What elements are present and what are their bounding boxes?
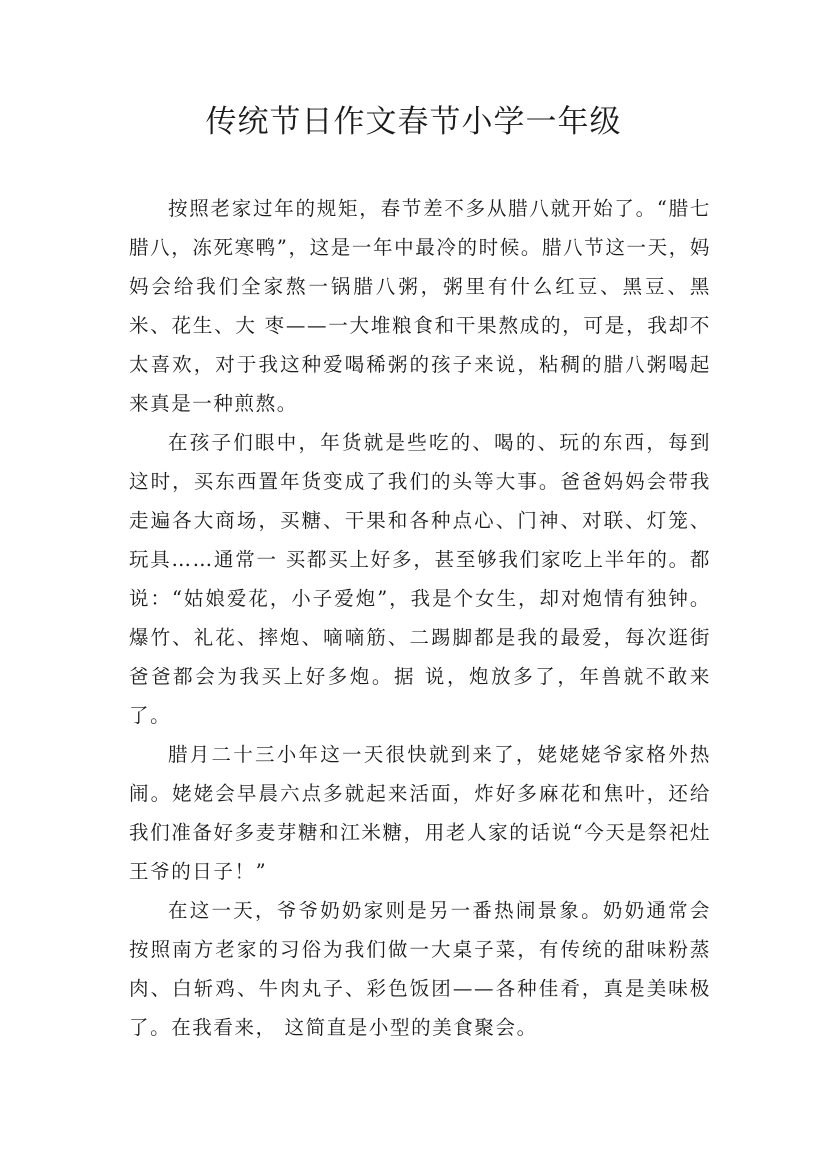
paragraph-3: 腊月二十三小年这一天很快就到来了，姥姥姥爷家格外热闹。姥姥会早晨六点多就起来活面，炸好多麻花和焦叶，还给我们准备好多麦芽糖和江米糖，用老人家的话说“今天是祭祀灶王爷的日子！” bbox=[129, 743, 711, 883]
paragraph-1: 按照老家过年的规矩，春节差不多从腊八就开始了。“腊七腊八，冻死寒鸭”，这是一年中最冷的时候。腊八节这一天，妈妈会给我们全家熬一锅腊八粥，粥里有什么红豆、黑豆、黑米、花生、大 枣——一大堆粮食和干果熬成的，可是，我却不太喜欢，对于我这种爱喝稀粥的孩子来说，粘稠的腊八粥喝起来真是一种煎熬。 bbox=[129, 197, 711, 415]
paragraph-4: 在这一天，爷爷奶奶家则是另一番热闹景象。奶奶通常会按照南方老家的习俗为我们做一大桌子菜，有传统的甜味粉蒸肉、白斩鸡、牛肉丸子、彩色饭团——各种佳肴，真是美味极了。在我看来， 这简直是小型的美食聚会。 bbox=[129, 899, 711, 1039]
paragraph-2: 在孩子们眼中，年货就是些吃的、喝的、玩的东西，每到这时，买东西置年货变成了我们的头等大事。爸爸妈妈会带我走遍各大商场，买糖、干果和各种点心、门神、对联、灯笼、玩具……通常一 买都买上好多，甚至够我们家吃上半年的。都说：“姑娘爱花，小子爱炮”，我是个女生，却对炮情有独钟。爆竹、礼花、摔炮、嘀嘀筋、二踢脚都是我的最爱，每次逛街爸爸都会为我买上好多炮。据 说，炮放多了，年兽就不敢来了。 bbox=[129, 431, 711, 727]
document-title: 传统节日作文春节小学一年级 bbox=[205, 104, 622, 140]
document-body bbox=[129, 189, 711, 1047]
